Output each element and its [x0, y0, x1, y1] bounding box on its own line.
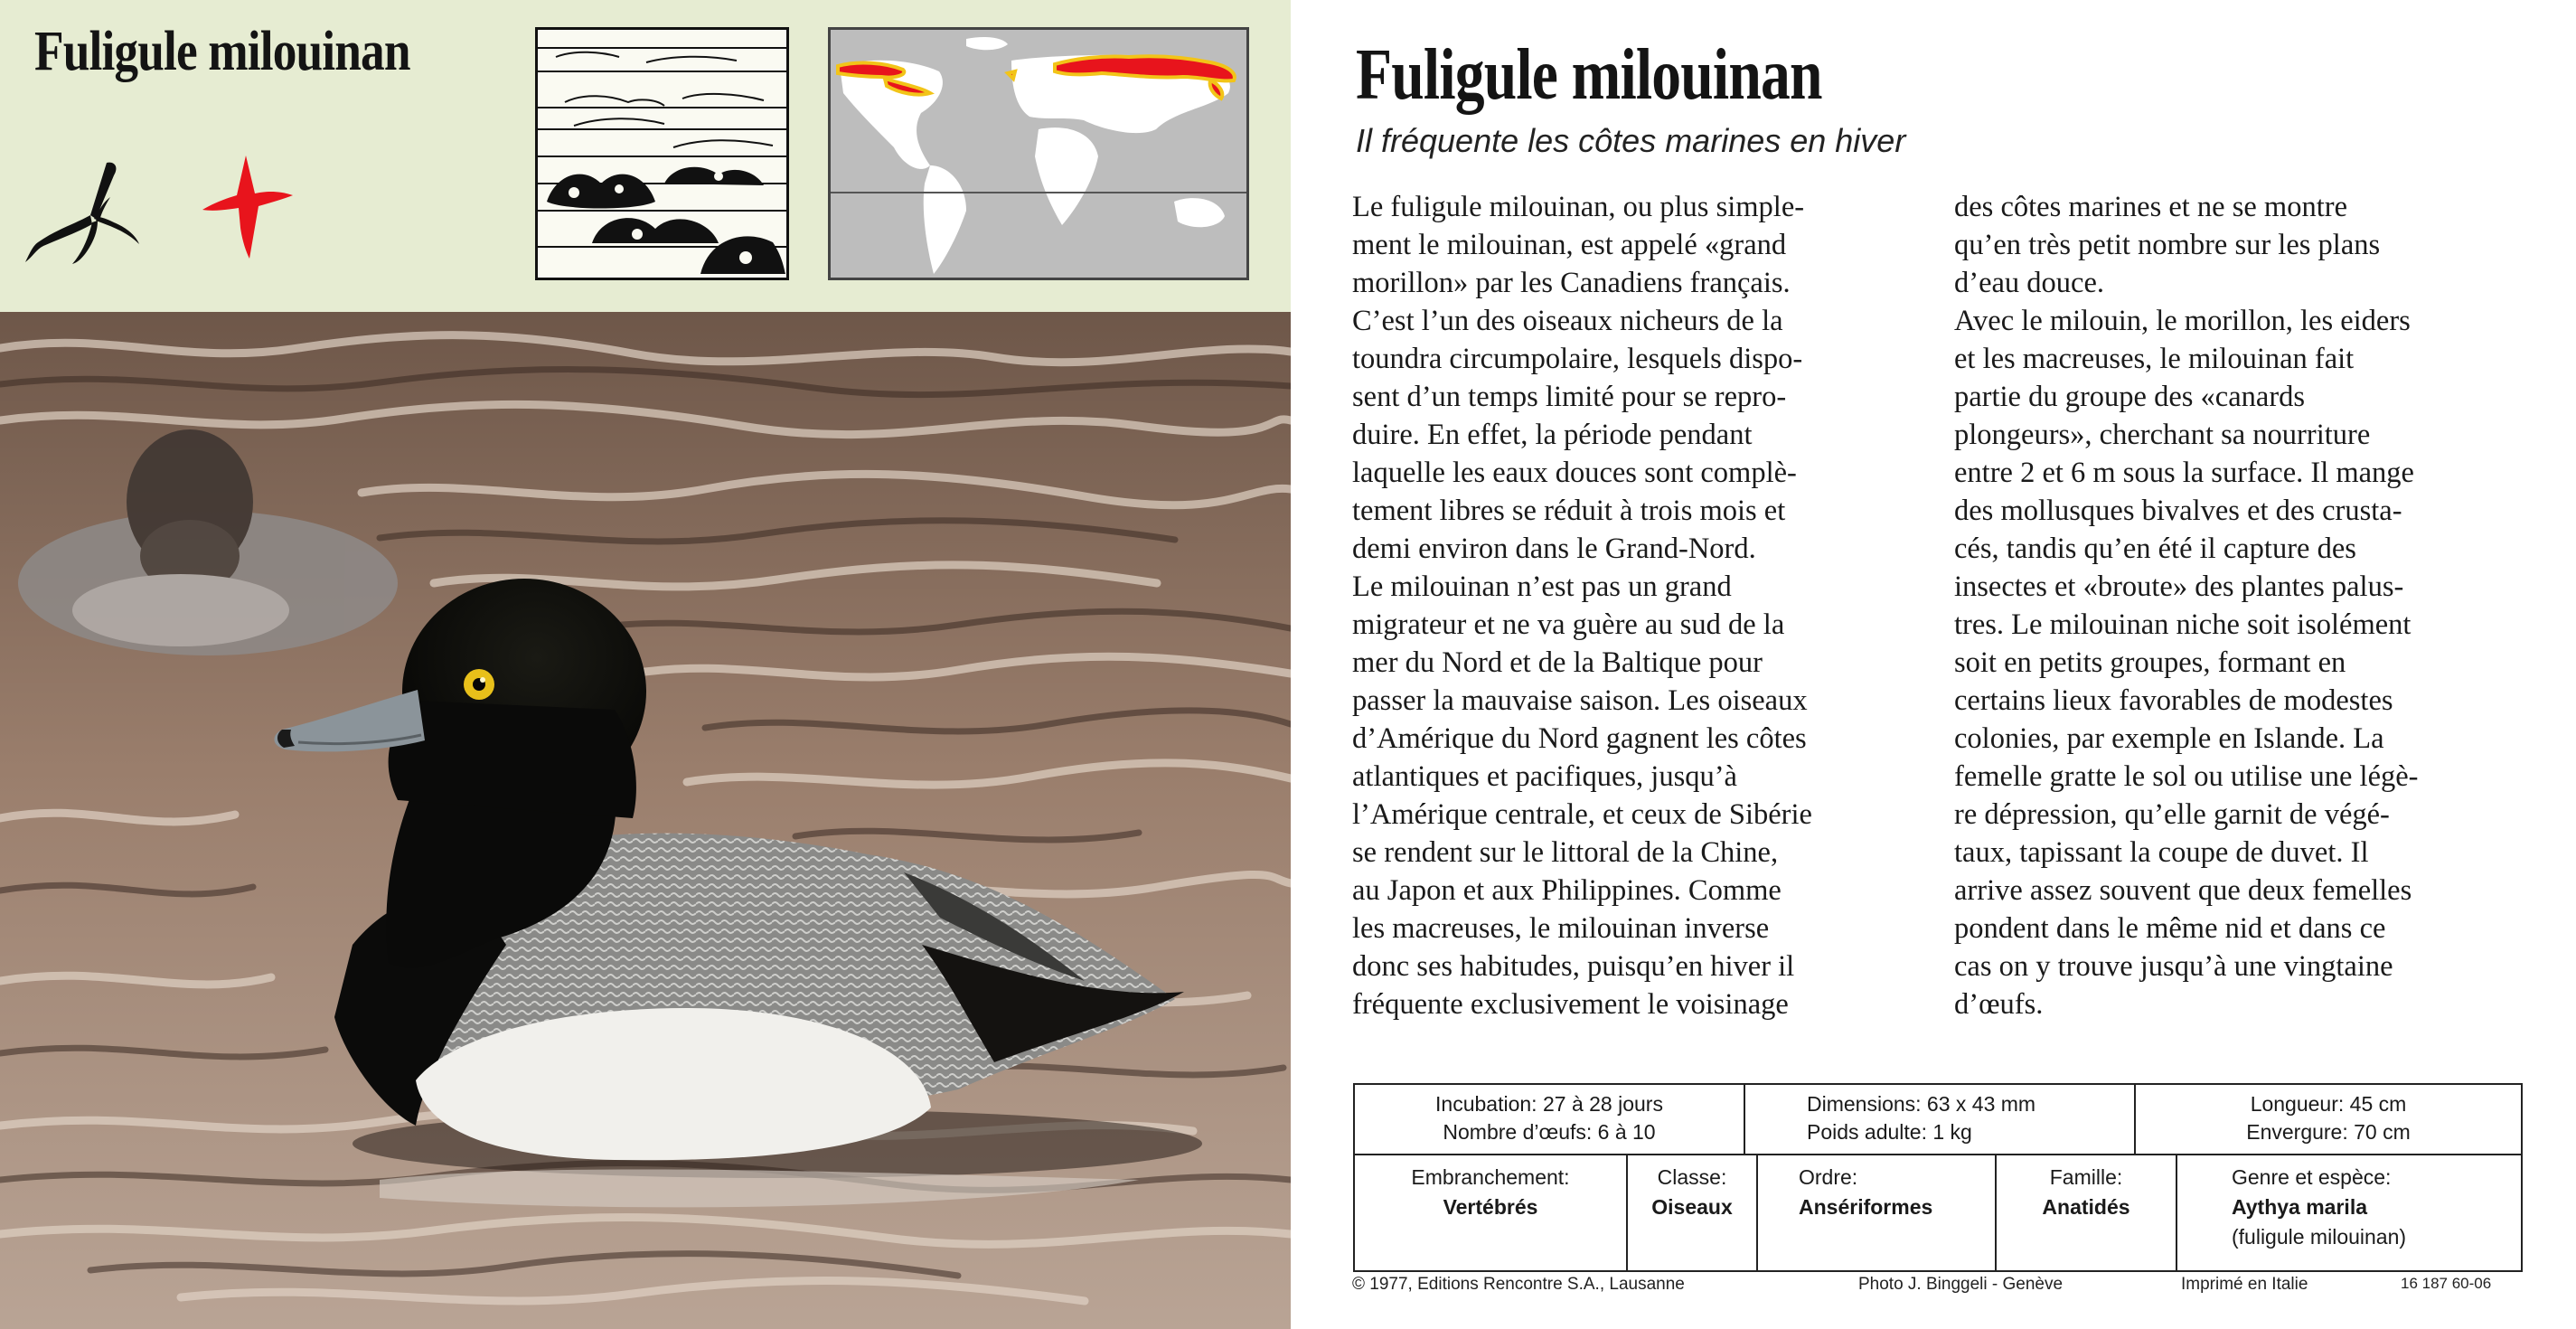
- text-line: Le milouinan n’est pas un grand: [1352, 570, 1732, 603]
- facts-row-taxonomy: [1355, 1155, 2521, 1270]
- bird-foot-icon: [20, 156, 146, 273]
- page-title: Fuligule milouinan: [1356, 35, 1822, 115]
- habitat-illustration: [535, 27, 789, 280]
- family-label: Famille:: [2049, 1165, 2123, 1189]
- text-line: l’Amérique centrale, et ceux de Sibérie: [1352, 798, 1812, 831]
- text-line: re dépression, qu’elle garnit de végé-: [1954, 798, 2390, 831]
- eggs-text: Nombre d’œufs: 6 à 10: [1443, 1120, 1656, 1144]
- text-line: soit en petits groupes, formant en: [1954, 646, 2346, 679]
- order-label: Ordre:: [1799, 1165, 1858, 1189]
- text-line: se rendent sur le littoral de la Chine,: [1352, 836, 1779, 869]
- text-line: pondent dans le même nid et dans ce: [1954, 912, 2386, 945]
- text-line: d’Amérique du Nord gagnent les côtes: [1352, 722, 1807, 755]
- text-line: arrive assez souvent que deux femelles: [1954, 874, 2412, 907]
- text-line: fréquente exclusivement le voisinage: [1352, 988, 1789, 1021]
- text-line: morillon» par les Canadiens français.: [1352, 267, 1791, 299]
- phylum-label: Embranchement:: [1411, 1165, 1570, 1189]
- weight-text: Poids adulte: 1 kg: [1807, 1120, 1972, 1144]
- text-line: C’est l’un des oiseaux nicheurs de la: [1352, 305, 1783, 337]
- copyright-text: © 1977, Editions Rencontre S.A., Lausanne: [1352, 1275, 1685, 1294]
- class-cell: [1626, 1155, 1756, 1270]
- text-line: partie du groupe des «canards: [1954, 381, 2306, 413]
- species-common: (fuligule milouinan): [2232, 1225, 2407, 1249]
- flying-bird-icon: [199, 154, 298, 262]
- species-label: Genre et espèce:: [2232, 1165, 2392, 1189]
- page-subtitle: Il fréquente les côtes marines en hiver: [1356, 122, 1906, 159]
- phylum-value: Vertébrés: [1443, 1195, 1538, 1219]
- class-label: Classe:: [1657, 1165, 1727, 1189]
- text-line: et les macreuses, le milouinan fait: [1954, 343, 2355, 375]
- text-line: duire. En effet, la période pendant: [1352, 419, 1753, 451]
- text-line: sent d’un temps limité pour se repro-: [1352, 381, 1787, 413]
- phylum-cell: [1355, 1155, 1626, 1270]
- text-line: tres. Le milouinan niche soit isolément: [1954, 608, 2411, 641]
- length-text: Longueur: 45 cm: [2250, 1092, 2407, 1116]
- card-code: 16 187 60-06: [2401, 1275, 2492, 1292]
- text-line: tement libres se réduit à trois mois et: [1352, 495, 1786, 527]
- text-column-left: [1352, 188, 1908, 1023]
- text-line: cas on y trouve jusqu’à une vingtaine: [1954, 950, 2393, 983]
- text-line: laquelle les eaux douces sont complè-: [1352, 457, 1797, 489]
- text-line: cés, tandis qu’en été il capture des: [1954, 533, 2356, 565]
- text-line: insectes et «broute» des plantes palus-: [1954, 570, 2404, 603]
- incubation-cell: [1355, 1085, 1744, 1154]
- species-cell: [2176, 1155, 2521, 1270]
- family-value: Anatidés: [2042, 1195, 2130, 1219]
- facts-table: [1353, 1083, 2523, 1272]
- text-line: Le fuligule milouinan, ou plus simple-: [1352, 191, 1805, 223]
- text-column-right: [1954, 188, 2510, 1023]
- size-cell: [2134, 1085, 2521, 1154]
- text-line: des côtes marines et ne se montre: [1954, 191, 2347, 223]
- text-line: d’œufs.: [1954, 988, 2044, 1021]
- text-line: certains lieux favorables de modestes: [1954, 684, 2393, 717]
- incubation-text: Incubation: 27 à 28 jours: [1435, 1092, 1663, 1116]
- family-cell: [1995, 1155, 2176, 1270]
- text-line: atlantiques et pacifiques, jusqu’à: [1352, 760, 1737, 793]
- text-line: au Japon et aux Philippines. Comme: [1352, 874, 1782, 907]
- text-line: des mollusques bivalves et des crusta-: [1954, 495, 2402, 527]
- printed-in: Imprimé en Italie: [2181, 1275, 2308, 1294]
- dimensions-cell: [1744, 1085, 2134, 1154]
- species-value: Aythya marila: [2232, 1195, 2367, 1219]
- text-line: les macreuses, le milouinan inverse: [1352, 912, 1770, 945]
- text-line: Avec le milouin, le morillon, les eiders: [1954, 305, 2411, 337]
- text-line: demi environ dans le Grand-Nord.: [1352, 533, 1756, 565]
- text-line: migrateur et ne va guère au sud de la: [1352, 608, 1785, 641]
- text-line: plongeurs», cherchant sa nourriture: [1954, 419, 2371, 451]
- card-back: [1293, 0, 2576, 1329]
- text-line: femelle gratte le sol ou utilise une légè-: [1954, 760, 2419, 793]
- order-value: Ansériformes: [1799, 1195, 1933, 1219]
- text-line: donc ses habitudes, puisqu’en hiver il: [1352, 950, 1795, 983]
- text-line: qu’en très petit nombre sur les plans: [1954, 229, 2381, 261]
- dimensions-text: Dimensions: 63 x 43 mm: [1807, 1092, 2036, 1116]
- photo-credit: Photo J. Binggeli - Genève: [1858, 1275, 2064, 1294]
- text-line: ment le milouinan, est appelé «grand: [1352, 229, 1787, 261]
- text-line: colonies, par exemple en Islande. La: [1954, 722, 2384, 755]
- text-line: mer du Nord et de la Baltique pour: [1352, 646, 1763, 679]
- wingspan-text: Envergure: 70 cm: [2246, 1120, 2411, 1144]
- distribution-map: [828, 27, 1249, 280]
- front-title: Fuligule milouinan: [34, 21, 410, 82]
- scaup-photo: [0, 312, 1291, 1329]
- text-line: passer la mauvaise saison. Les oiseaux: [1352, 684, 1808, 717]
- order-cell: [1756, 1155, 1995, 1270]
- facts-row-measurements: [1355, 1085, 2521, 1155]
- text-line: entre 2 et 6 m sous la surface. Il mange: [1954, 457, 2414, 489]
- text-line: taux, tapissant la coupe de duvet. Il: [1954, 836, 2369, 869]
- text-line: d’eau douce.: [1954, 267, 2105, 299]
- class-value: Oiseaux: [1651, 1195, 1733, 1219]
- text-line: toundra circumpolaire, lesquels dispo-: [1352, 343, 1803, 375]
